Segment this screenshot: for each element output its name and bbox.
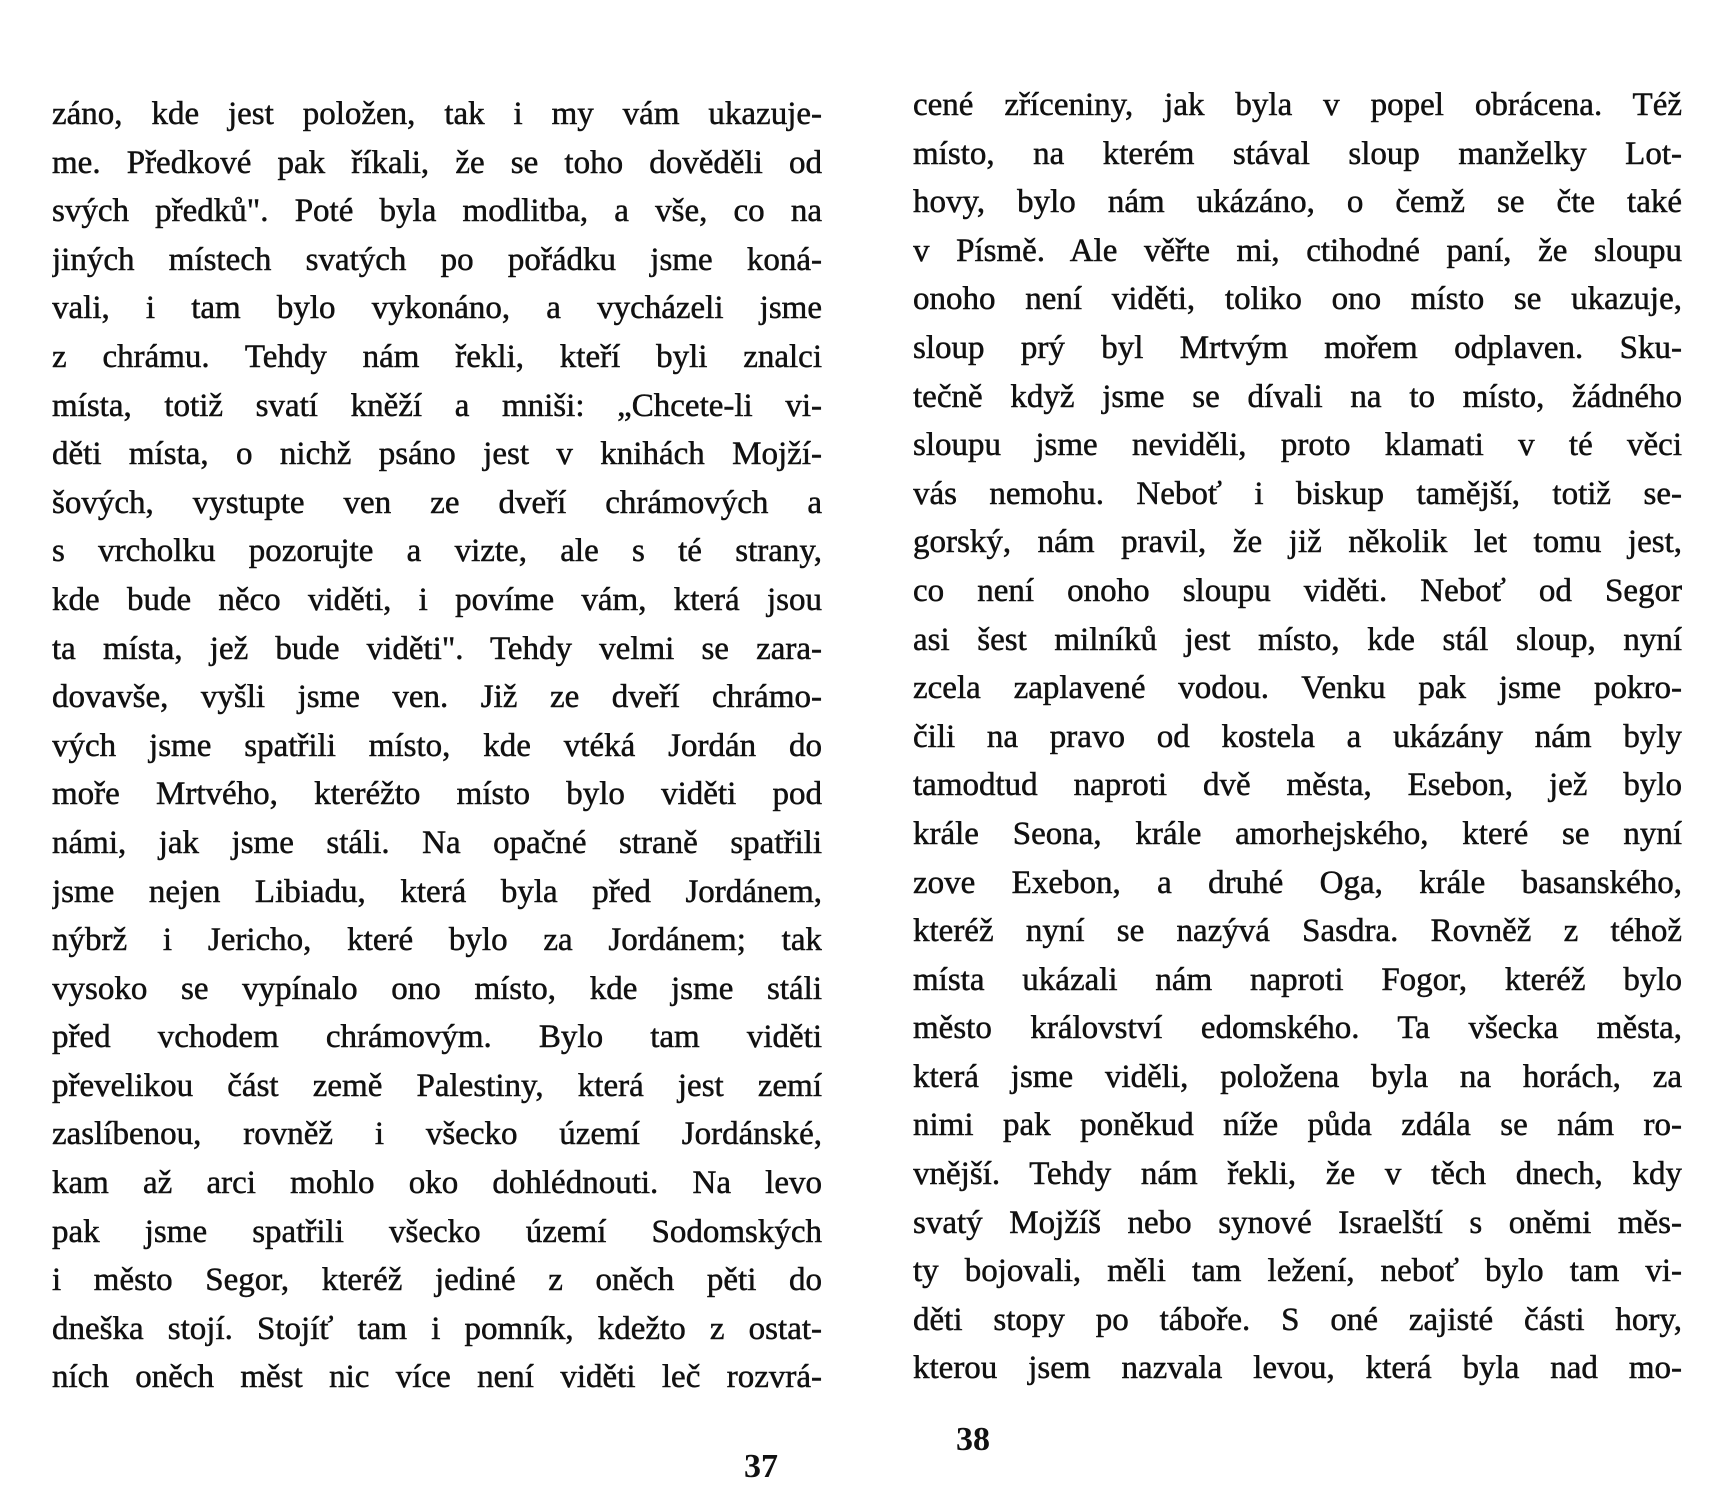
text-line: jsme nejen Libiadu, která byla před Jordánem, bbox=[52, 873, 822, 910]
text-line: zaslíbenou, rovněž i všecko území Jordánské, bbox=[52, 1116, 822, 1153]
text-line: ta místa, jež bude viděti". Tehdy velmi se zara- bbox=[52, 630, 822, 667]
text-line: nýbrž i Jericho, které bylo za Jordánem; tak bbox=[52, 922, 822, 959]
text-line: kde bude něco viděti, i povíme vám, která jsou bbox=[52, 581, 822, 618]
text-line: před vchodem chrámovým. Bylo tam viděti bbox=[52, 1019, 822, 1056]
text-line: čili na pravo od kostela a ukázány nám byly bbox=[913, 718, 1682, 755]
text-line: převelikou část země Palestiny, která jest zemí bbox=[52, 1067, 822, 1104]
text-line: zove Exebon, a druhé Oga, krále basanského, bbox=[913, 864, 1682, 901]
text-line: místo, na kterém stával sloup manželky Lot- bbox=[913, 135, 1682, 172]
text-line: gorský, nám pravil, že již několik let tomu jest, bbox=[913, 524, 1682, 561]
text-line: která jsme viděli, položena byla na horách, za bbox=[913, 1058, 1682, 1095]
text-line: děti místa, o nichž psáno jest v knihách Mojží- bbox=[52, 436, 822, 473]
text-line: děti stopy po táboře. S oné zajisté části hory, bbox=[913, 1301, 1682, 1338]
text-line: tečně když jsme se dívali na to místo, žádného bbox=[913, 378, 1682, 415]
text-line: místa ukázali nám naproti Fogor, kteréž bylo bbox=[913, 961, 1682, 998]
text-line: asi šest milníků jest místo, kde stál sloup, nyní bbox=[913, 621, 1682, 658]
text-line: me. Předkové pak říkali, že se toho dověděli od bbox=[52, 144, 822, 181]
text-line: svatý Mojžíš nebo synové Israelští s oněmi měs- bbox=[913, 1204, 1682, 1241]
text-line: krále Seona, krále amorhejského, které se nyní bbox=[913, 815, 1682, 852]
text-line: město království edomského. Ta všecka města, bbox=[913, 1010, 1682, 1047]
page-37-text bbox=[52, 90, 822, 1402]
text-line: sloup prý byl Mrtvým mořem odplaven. Sku- bbox=[913, 329, 1682, 366]
text-line: záno, kde jest položen, tak i my vám ukazuje- bbox=[52, 96, 822, 132]
text-line: zcela zaplavené vodou. Venku pak jsme pokro- bbox=[913, 670, 1682, 707]
text-line: šových, vystupte ven ze dveří chrámových a bbox=[52, 484, 822, 521]
text-line: dneška stojí. Stojíť tam i pomník, kdežto z ostat- bbox=[52, 1310, 822, 1347]
text-line: nimi pak poněkud níže půda zdála se nám ro- bbox=[913, 1107, 1682, 1144]
text-line: vás nemohu. Neboť i biskup tamější, totiž se- bbox=[913, 475, 1682, 512]
text-line: co není onoho sloupu viděti. Neboť od Segor bbox=[913, 572, 1682, 609]
page-number: 37 bbox=[744, 1448, 778, 1485]
text-line: svých předků". Poté byla modlitba, a vše, co na bbox=[52, 193, 822, 230]
text-line: i město Segor, kteréž jediné z oněch pěti do bbox=[52, 1262, 822, 1299]
text-line: námi, jak jsme stáli. Na opačné straně spatřili bbox=[52, 824, 822, 861]
text-line: ty bojovali, měli tam ležení, neboť bylo tam vi- bbox=[913, 1253, 1682, 1290]
text-line: vali, i tam bylo vykonáno, a vycházeli jsme bbox=[52, 290, 822, 327]
text-line: kterou jsem nazvala levou, která byla nad mo- bbox=[913, 1350, 1682, 1387]
text-line: s vrcholku pozorujte a vizte, ale s té strany, bbox=[52, 533, 822, 570]
text-line: místa, totiž svatí kněží a mniši: „Chcete-li vi- bbox=[52, 387, 822, 424]
text-line: onoho není viděti, toliko ono místo se ukazuje, bbox=[913, 281, 1682, 318]
text-line: kam až arci mohlo oko dohlédnouti. Na levo bbox=[52, 1165, 822, 1202]
text-line: vých jsme spatřili místo, kde vtéká Jordán do bbox=[52, 727, 822, 764]
text-line: vnější. Tehdy nám řekli, že v těch dnech, kdy bbox=[913, 1156, 1682, 1193]
text-line: jiných místech svatých po pořádku jsme koná- bbox=[52, 241, 822, 278]
text-line: sloupu jsme neviděli, proto klamati v té věci bbox=[913, 427, 1682, 464]
text-line: kteréž nyní se nazývá Sasdra. Rovněž z téhož bbox=[913, 913, 1682, 950]
text-line: ních oněch měst nic více není viděti leč rozvrá- bbox=[52, 1359, 822, 1396]
page-38-text bbox=[913, 81, 1682, 1393]
text-line: dovavše, vyšli jsme ven. Již ze dveří chrámo- bbox=[52, 679, 822, 716]
text-line: vysoko se vypínalo ono místo, kde jsme stáli bbox=[52, 970, 822, 1007]
text-line: hovy, bylo nám ukázáno, o čemž se čte také bbox=[913, 184, 1682, 221]
text-line: tamodtud naproti dvě města, Esebon, jež bylo bbox=[913, 767, 1682, 804]
text-line: v Písmě. Ale věřte mi, ctihodné paní, že sloupu bbox=[913, 232, 1682, 269]
page-number: 38 bbox=[956, 1421, 990, 1458]
text-line: moře Mrtvého, kteréžto místo bylo viděti pod bbox=[52, 776, 822, 813]
text-line: z chrámu. Tehdy nám řekli, kteří byli znalci bbox=[52, 338, 822, 375]
text-line: cené zříceniny, jak byla v popel obrácena. Též bbox=[913, 87, 1682, 123]
text-line: pak jsme spatřili všecko území Sodomských bbox=[52, 1213, 822, 1250]
